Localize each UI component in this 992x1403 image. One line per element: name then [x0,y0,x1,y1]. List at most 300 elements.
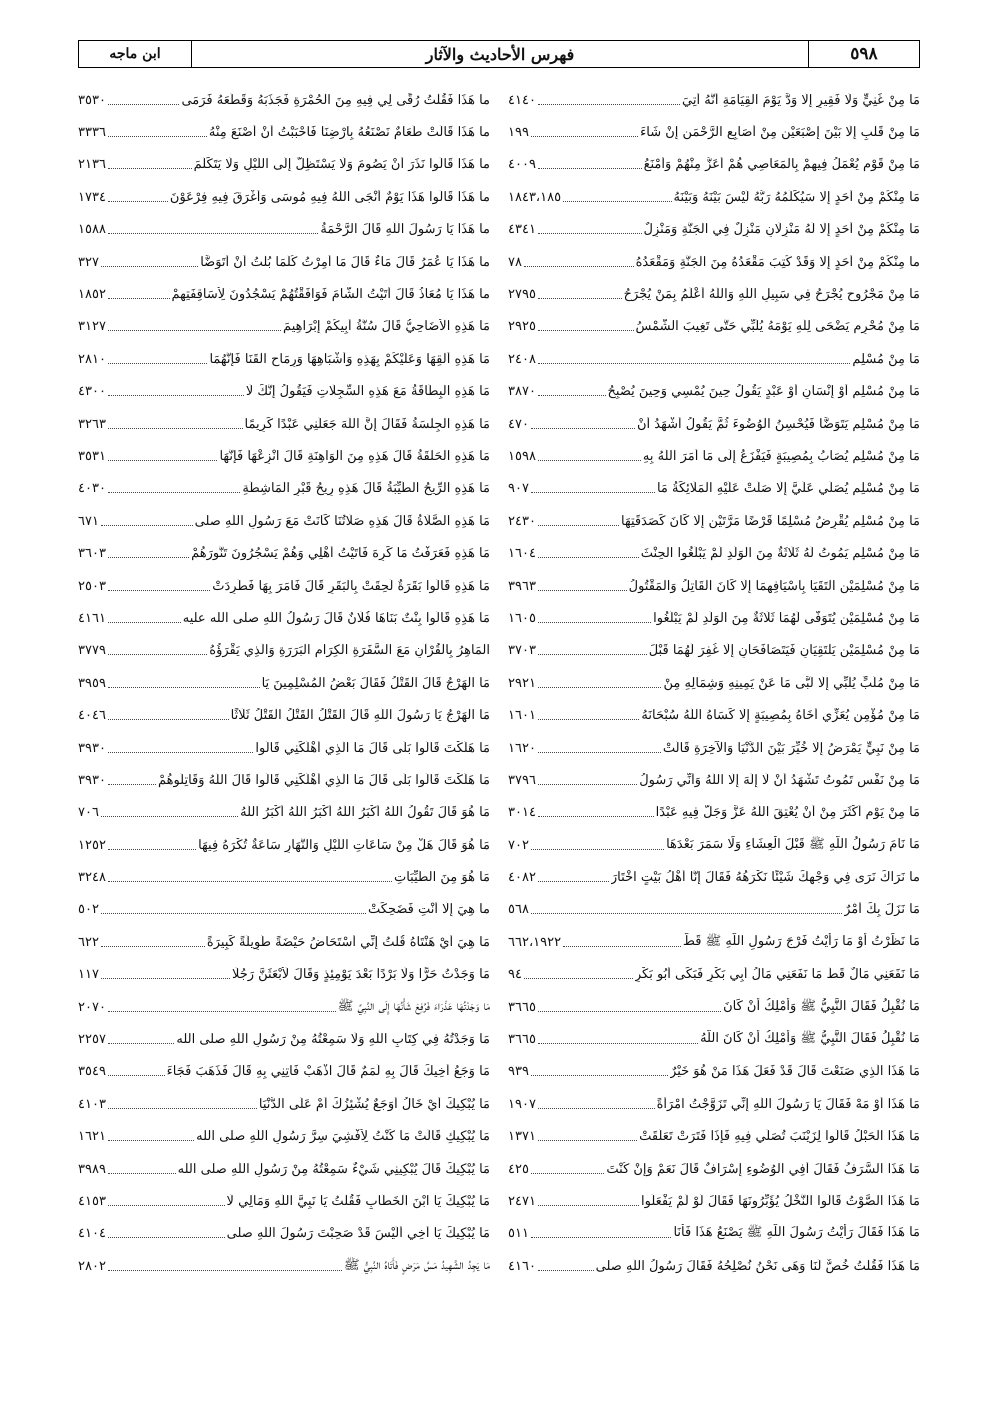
entry-ref-number: ٢١٣٦ [78,157,106,173]
dot-leader [531,1237,672,1238]
entry-ref-number: ٣٥٣٠ [78,92,106,108]
entry-ref-number: ١٣٧١ [508,1129,536,1145]
entry-ref-number: ٣٥٣١ [78,448,106,464]
dot-leader [108,719,229,720]
entry-text: مَا مِنْ مُسْلِمٍ يَتَوَضَّأُ فَيُحْسِنُ الْوُضُوءَ ثُمَّ يَقُولُ أَشْهَدُ أَنْ [636,416,920,432]
entry-text: مَا نُقْبِلُ فَقَالَ النَّبِيُّ ﷺ وَأَمْلِكُ أَنْ كَانَ [723,998,920,1014]
entry-text: ما هَذَا يَا عُمَرُ قَالَ مَاءٌ قَالَ مَا أُمِرْتُ كُلَّمَا بُلْتُ أَنْ أَتَوَضَّأَ [200,254,490,270]
entry-ref-number: ٣٧٠٣ [508,643,536,659]
dot-leader [538,298,622,299]
dot-leader [108,395,244,396]
entry-ref-number: ٧٨ [508,254,522,270]
dot-leader [563,201,671,202]
entry-text: مَا مِنْ مُسْلِمٍ أَوْ إِنْسَانٍ أَوْ عَبْدٍ يَقُولُ حِينَ يُمْسِي وَحِينَ يُصْبِحُ [607,384,920,400]
entry-text: مَا مِنْ مُسْلِمٍ يُقْرِضُ مُسْلِمًا قَرْضًا مَرَّتَيْنِ إِلَّا كَانَ كَصَدَقَتِهَا [621,513,920,529]
entry-text: ما هَذَا فَقُلْتُ رُقًى لِي فِيهِ مِنَ الْحُمْرَةِ فَجَذَبَهُ وَقَطَعَهُ فَرَمَى [181,92,490,108]
dot-leader [108,1270,342,1271]
entry-text: مَا مِنْ مُحْرِمٍ يَضْحَى لِلَّهِ يَوْمَهُ يُلَبِّي حَتَّى تَغِيبَ الشَّمْسُ [635,319,920,335]
index-entry [78,440,490,472]
entry-ref-number: ٧٠٢ [508,837,529,853]
entry-text: مَا مِنْ مُلَبٍّ يُلَبِّي إِلَّا لَبَّى مَا عَنْ يَمِينِهِ وَشِمَالِهِ مِنْ [663,675,920,691]
entry-text: مَا مِنْ مُسْلِمَيْنِ يَلْتَقِيَانِ فَيَتَصَافَحَانِ إِلَّا غُفِرَ لَهُمَا قَبْلَ [648,643,920,659]
dot-leader [108,622,181,623]
entry-ref-number: ٣٠١٤ [508,805,536,821]
index-entry [508,861,920,893]
index-entry [78,1056,490,1088]
index-entry [78,311,490,343]
entry-ref-number: ١٥٩٨ [508,448,536,464]
dot-leader [108,654,207,655]
index-entry [508,602,920,634]
dot-leader [108,233,318,234]
entry-text: ما هَذَا قَالُوا هَذَا يَوْمٌ أَنْجَى اللَّهُ فِيهِ مُوسَى وَأَغْرَقَ فِيهِ فِرْعَوْنَ [169,189,490,205]
dot-leader [108,298,170,299]
entry-text: مَا وَجَدْتُ حَرًّا وَلَا بَرْدًا بَعْدَ يَوْمِئِذٍ وَقَالَ لَأَبْعَثَنَّ رَجُلًا [231,967,490,983]
entry-text: مَا يَجِدُ الشَّهِيدُ مَسَّ مَرَضٍ فَأَتَاهُ النَّبِيُّ ﷺ [343,1257,490,1273]
index-entry [508,116,920,148]
index-entry [508,1121,920,1153]
dot-leader [531,913,842,914]
index-entry [78,1218,490,1250]
index-entry [508,537,920,569]
index-entry [78,1088,490,1120]
entry-ref-number: ٤١٤٠ [508,92,536,108]
entry-text: مَا مِنْ قَلْبٍ إِلَّا بَيْنَ إِصْبَعَيْنِ مِنْ أَصَابِعِ الرَّحْمَنِ إِنْ شَاءَ [640,125,920,141]
index-entry [508,181,920,213]
index-entry [78,278,490,310]
entry-text: مَا هُوَ قَالَ هَلْ مِنْ سَاعَاتِ اللَّيْلِ وَالنَّهَارِ سَاعَةٌ تُكْرَهُ فِيهَا [198,837,490,853]
dot-leader [538,1140,637,1141]
entry-text: مَا هَذَا أَوْ مَهْ فَقَالَ يَا رَسُولَ اللَّهِ إِنِّي تَزَوَّجْتُ امْرَأَةً [656,1096,920,1112]
entry-ref-number: ٢٥٠٣ [78,578,106,594]
entry-text: مَا وَجَعُ أَخِيكَ قَالَ بِهِ لَمَمٌ قَالَ اذْهَبْ فَأْتِنِي بِهِ قَالَ فَذَهَبَ فَجَاءَ [166,1064,490,1080]
page-number: ٥٩٨ [808,41,919,67]
entry-ref-number: ٤١٦٠ [508,1258,536,1274]
entry-text: مَا يُبْكِيكَ أَيْ خَالُ أَوَجَعٌ يُشْئِزُكَ أَمْ عَلَى الدُّنْيَا [258,1096,490,1112]
index-entry [508,473,920,505]
page-title: فهرس الأحاديث والآثار [425,44,575,64]
index-entry [508,959,920,991]
entry-ref-number: ٢٩٢٥ [508,319,536,335]
index-entry [508,1218,920,1250]
entry-ref-number: ١٩٠٧ [508,1096,536,1112]
index-entry [508,894,920,926]
entry-text: مَا نَظَرْتُ أَوْ مَا رَأَيْتُ فَرْجَ رَسُولِ اللَّهِ ﷺ قَطُّ [682,933,920,949]
dot-leader [538,363,850,364]
index-entry [78,473,490,505]
entry-text: ما هَذَا يَا رَسُولَ اللَّهِ قَالَ الرَّحْمَةُ [320,222,490,238]
dot-leader [108,104,180,105]
entry-text: مَا هَذَا فَقُلْتُ خُصٌّ لَنَا وَهَى نَحْنُ نُصْلِحُهُ فَقَالَ رَسُولُ اللَّهِ صلى [595,1258,920,1274]
entry-ref-number: ١٩٩ [508,125,529,141]
index-entry [78,861,490,893]
entry-text: ما هَذَا قَالُوا نَذَرَ أَنْ يَصُومَ وَلَا يَسْتَظِلَّ إِلَى اللَّيْلِ وَلَا يَتَكَلَّمَ [193,157,490,173]
index-entry [78,829,490,861]
entry-text: مَا مِنْ مُسْلِمٍ يَمُوتُ لَهُ ثَلَاثَةٌ مِنَ الْوَلَدِ لَمْ يَبْلُغُوا الْحِنْثَ [640,546,920,562]
index-entry [78,959,490,991]
dot-leader [108,168,192,169]
index-entry [78,246,490,278]
dot-leader [538,590,627,591]
right-column [508,84,920,1282]
dot-leader [108,1173,176,1174]
entry-ref-number: ٥١١ [508,1226,529,1242]
entry-ref-number: ٩٣٩ [508,1064,529,1080]
entry-ref-number: ٣٩٣٠ [78,740,106,756]
entry-ref-number: ٣٩٣٠ [78,772,106,788]
dot-leader [108,784,156,785]
dot-leader [108,428,243,429]
entry-text: مَا مِنْكُمْ مِنْ أَحَدٍ إِلَّا لَهُ مَنْزِلَانِ مَنْزِلٌ فِي الْجَنَّةِ وَمَنْزِلٌ [643,222,920,238]
dot-leader [538,784,637,785]
dot-leader [524,266,634,267]
dot-leader [108,849,196,850]
dot-leader [538,525,619,526]
entry-text: مَا هَذِهِ الصَّلَاةُ قَالَ هَذِهِ صَلَاتُنَا كَانَتْ مَعَ رَسُولِ اللَّهِ صلى [194,513,490,529]
entry-ref-number: ٢٠٧٠ [78,999,106,1015]
entry-text: مَا الْهَرْجُ قَالَ الْقَتْلُ فَقَالَ بَعْضُ الْمُسْلِمِينَ يَا [261,675,490,691]
index-entry [78,602,490,634]
index-entry [508,408,920,440]
dot-leader [563,946,681,947]
dot-leader [538,1011,721,1012]
entry-text: مَا نَفَعَنِي مَالٌ قَطُّ مَا نَفَعَنِي مَالُ أَبِي بَكْرٍ فَبَكَى أَبُو بَكْرٍ [634,967,920,983]
entry-ref-number: ٥٦٨ [508,902,529,918]
entry-text: الْمَاهِرُ بِالْقُرْآنِ مَعَ السَّفَرَةِ الْكِرَامِ الْبَرَرَةِ وَالَّذِي يَقْرَؤُهُ [209,643,490,659]
entry-ref-number: ٢٢٥٧ [78,1032,106,1048]
dot-leader [108,1043,174,1044]
entry-ref-number: ١٨٥٢ [78,287,106,303]
entry-text: مَا مِنْكُمْ مِنْ أَحَدٍ إِلَّا سَيُكَلِّمُهُ رَبُّهُ لَيْسَ بَيْنَهُ وَبَيْنَهُ [673,189,920,205]
index-entry [78,84,490,116]
dot-leader [538,1270,594,1271]
index-entry [78,991,490,1023]
index-entry [78,797,490,829]
index-entry [508,797,920,829]
dot-leader [108,881,392,882]
entry-ref-number: ١٧٣٤ [78,189,106,205]
entry-ref-number: ٤٣٤١ [508,222,536,238]
index-entry [508,1088,920,1120]
entry-ref-number: ٤٠٤٦ [78,708,106,724]
dot-leader [538,557,639,558]
index-entry [78,214,490,246]
entry-ref-number: ٣١٢٧ [78,319,106,335]
entry-ref-number: ٣٩٨٩ [78,1161,106,1177]
entry-text: مَا مِنْ يَوْمٍ أَكْثَرَ مِنْ أَنْ يُعْتِقَ اللَّهُ عَزَّ وَجَلَّ فِيهِ عَبْدًا [655,805,920,821]
entry-text: مَا وَجَدْتُهُ فِي كِتَابِ اللَّهِ وَلَا سَمِعْتُهُ مِنْ رَسُولِ اللَّهِ صلى الله [176,1032,490,1048]
dot-leader [108,330,281,331]
entry-text: ما هَذَا قَالَتْ طَعَامٌ نَصْنَعُهُ بِأَرْضِنَا فَأَحْبَبْتُ أَنْ أَصْنَعَ مِنْهُ [208,125,490,141]
index-entry [508,635,920,667]
entry-text: مَا هَذَا الَّذِي صَنَعْتَ قَالَ قَدْ فَعَلَ هَذَا مَنْ هُوَ خَيْرٌ [670,1064,920,1080]
dot-leader [108,460,218,461]
entry-ref-number: ٣٧٧٩ [78,643,106,659]
entry-text: مَا مِنْ نَفْسٍ تَمُوتُ تَشْهَدُ أَنْ لَا إِلَهَ إِلَّا اللَّهُ وَأَنِّي رَسُولُ [639,772,920,788]
entry-ref-number: ١٢٥٢ [78,837,106,853]
entry-text: مَا مِنْ نَبِيٍّ يَمْرَضُ إِلَّا خُيِّرَ بَيْنَ الدُّنْيَا وَالْآخِرَةِ قَالَتْ [662,740,920,756]
dot-leader [108,1011,336,1012]
dot-leader [101,946,205,947]
index-entry [508,764,920,796]
dot-leader [538,1043,698,1044]
entry-ref-number: ٣٦٦٥ [508,999,536,1015]
entry-text: مَا هِيَ أَيْ هَنْتَاهُ قُلْتُ إِنِّي أُسْتَحَاضُ حَيْضَةً طَوِيلَةً كَبِيرَةً [206,934,490,950]
entry-ref-number: ٤٢٥ [508,1161,529,1177]
dot-leader [538,622,651,623]
entry-ref-number: ٤٠٠٩ [508,157,536,173]
dot-leader [538,1108,655,1109]
dot-leader [108,1237,225,1238]
entry-ref-number: ٣٩٦٣ [508,578,536,594]
dot-leader [101,913,366,914]
dot-leader [108,687,260,688]
index-entry [508,926,920,958]
dot-leader [538,654,647,655]
index-entry [78,570,490,602]
entry-text: مَا نُقْبِلُ فَقَالَ النَّبِيُّ ﷺ وَأَمْلِكُ أَنْ كَانَ اللَّهُ [700,1031,920,1047]
index-entry [508,1023,920,1055]
dot-leader [538,330,634,331]
dot-leader [538,816,654,817]
entry-text: مَا مِنْ مُسْلِمَيْنِ الْتَقَيَا بِأَسْيَافِهِمَا إِلَّا كَانَ الْقَاتِلُ وَالْمَقْتُولُ [628,578,920,594]
entry-ref-number: ٣٧٩٦ [508,772,536,788]
entry-text: مَا هُوَ مِنَ الطَّيِّبَاتِ [393,870,490,886]
entry-ref-number: ٦٦٢،١٩٢٢ [508,934,562,950]
index-entry [78,1185,490,1217]
entry-ref-number: ٧٠٦ [78,805,99,821]
book-name: ابن ماجه [79,41,192,67]
dot-leader [524,978,633,979]
entry-text: مَا هَذِهِ الرِّيحُ الطَّيِّبَةُ قَالَ هَذِهِ رِيحُ قَبْرِ الْمَاشِطَةِ [242,481,490,497]
entry-ref-number: ٣٦٠٣ [78,546,106,562]
index-entry [78,635,490,667]
entry-text: مَا هَذَا فَقَالَ رَأَيْتُ رَسُولَ اللَّهِ ﷺ يَصْنَعُ هَذَا فَأَنَا [673,1225,920,1241]
left-column [78,84,490,1282]
dot-leader [531,1075,668,1076]
index-entry [508,829,920,861]
entry-text: مَا يُبْكِيكَ يَا أَخِي أَلَيْسَ قَدْ صَحِبْتَ رَسُولَ اللَّهِ صلى [226,1226,490,1242]
index-entry [78,537,490,569]
entry-ref-number: ٥٠٢ [78,902,99,918]
entry-ref-number: ٩٤ [508,967,522,983]
entry-ref-number: ٩٠٧ [508,481,529,497]
index-entry [508,1185,920,1217]
index-entry [78,505,490,537]
dot-leader [531,136,638,137]
entry-text: مَا مِنْ مُسْلِمٍ [852,351,920,367]
entry-ref-number: ٤١٦١ [78,610,106,626]
entry-text: مَا هَذَا الْحَبْلُ قَالُوا لِزَيْنَبَ تُصَلِّي فِيهِ فَإِذَا فَتَرَتْ تَعَلَّقَتْ [639,1129,920,1145]
dot-leader [538,460,641,461]
entry-ref-number: ٢٤٠٨ [508,351,536,367]
dot-leader [531,492,655,493]
entry-text: مَا مِنْ قَوْمٍ يُعْمَلُ فِيهِمْ بِالْمَعَاصِي هُمْ أَعَزُّ مِنْهُمْ وَأَمْنَعُ [643,157,920,173]
index-entry [78,343,490,375]
entry-text: مَا مِنْ مُسْلِمَيْنِ يُتَوَفَّى لَهُمَا ثَلَاثَةٌ مِنَ الْوَلَدِ لَمْ يَبْلُغُوا [653,610,920,626]
dot-leader [538,168,642,169]
index-entry [508,699,920,731]
dot-leader [538,104,680,105]
entry-ref-number: ٢٨١٠ [78,351,106,367]
entry-text: مَا هَذِهِ فَعَرَفْتُ مَا كَرِهَ فَأَتَيْتُ أَهْلِي وَهُمْ يَسْجُرُونَ تَنُّورَهُمْ [191,546,490,562]
entry-text: مَا هَذِهِ الْأَضَاحِيُّ قَالَ سُنَّةُ أَبِيكُمْ إِبْرَاهِيمَ [283,319,490,335]
dot-leader [538,395,606,396]
entry-ref-number: ٤٣٠٠ [78,384,106,400]
dot-leader [101,978,230,979]
dot-leader [538,881,609,882]
index-entry [508,667,920,699]
index-entry [508,214,920,246]
dot-leader [538,687,662,688]
entry-ref-number: ١٦٠١ [508,708,536,724]
entry-ref-number: ٤٠٨٢ [508,870,536,886]
index-entry [78,667,490,699]
entry-ref-number: ٤١٠٤ [78,1226,106,1242]
entry-ref-number: ١٨٤٣،١٨٥ [508,189,562,205]
index-entry [78,116,490,148]
entry-text: مَا هَلَكْتَ قَالُوا بَلَى قَالَ مَا الَّذِي أَهْلَكَنِي قَالُوا قَالَ اللَّهُ وَقَاتِلُوهُمْ [157,772,490,788]
entry-ref-number: ٣٢٧ [78,254,99,270]
entry-text: مَا يُبْكِيكَ قَالَ يُبْكِينِي شَيْءٌ سَمِعْتُهُ مِنْ رَسُولِ اللَّهِ صلى الله [177,1161,490,1177]
entry-text: مَا مِنْ مَجْرُوحٍ يُجْرَحُ فِي سَبِيلِ اللَّهِ وَاللَّهُ أَعْلَمُ بِمَنْ يُجْرَحُ [623,287,920,303]
index-entry [78,181,490,213]
dot-leader [108,136,207,137]
entry-ref-number: ٣٨٧٠ [508,384,536,400]
entry-text: مَا هُوَ قَالَ تَقُولُ اللَّهُ أَكْبَرُ اللَّهُ أَكْبَرُ اللَّهُ أَكْبَرُ اللَّهُ [240,805,490,821]
entry-text: مَا هَذِهِ قَالُوا بَقَرَةٌ لَحِقَتْ بِالْبَقَرِ قَالَ فَأَمَرَ بِهَا فَطُرِدَتْ [212,578,490,594]
index-columns [78,84,920,1282]
index-entry [78,1121,490,1153]
entry-text: مَا مِنْ مُؤْمِنٍ يُعَزِّي أَخَاهُ بِمُصِيبَةٍ إِلَّا كَسَاهُ اللَّهُ سُبْحَانَهُ [641,708,920,724]
entry-text: ما نَرَاكَ نَرَى فِي وَجْهِكَ شَيْئًا نَكْرَهُهُ فَقَالَ إِنَّا أَهْلُ بَيْتٍ اخْتَارَ [610,870,920,886]
entry-ref-number: ١٦٢١ [78,1129,106,1145]
entry-ref-number: ١٦٠٤ [508,546,536,562]
entry-text: مَا هَذَا الصَّوْتُ قَالُوا النَّخْلُ يُؤَبِّرُونَهَا فَقَالَ لَوْ لَمْ يَفْعَلُوا [641,1193,920,1209]
entry-ref-number: ٢٤٧١ [508,1193,536,1209]
entry-ref-number: ١٥٨٨ [78,222,106,238]
entry-ref-number: ١١٧ [78,967,99,983]
index-entry [78,926,490,958]
entry-text: مَا مِنْ غَنِيٍّ وَلَا فَقِيرٍ إِلَّا وَدَّ يَوْمَ الْقِيَامَةِ أَنَّهُ أُتِيَ [682,92,920,108]
index-entry [508,1153,920,1185]
index-entry [508,311,920,343]
index-entry [508,570,920,602]
entry-ref-number: ٤١٥٣ [78,1193,106,1209]
entry-text: مَا وَجَدْتُهَا عَذْرَاءَ فَرُفِعَ شَأْنُهَا إِلَى النَّبِيِّ ﷺ [337,998,490,1014]
index-entry [508,376,920,408]
index-page [78,40,920,1360]
entry-ref-number: ٣٦٦٥ [508,1032,536,1048]
index-entry [508,991,920,1023]
dot-leader [108,1140,194,1141]
entry-text: مَا يُبْكِيكِ قَالَتْ مَا كُنْتُ لِأُفْشِيَ سِرَّ رَسُولِ اللَّهِ صلى الله [196,1129,490,1145]
entry-ref-number: ٣٢٦٣ [78,416,106,432]
entry-text: مَا هَذِهِ الْجِلْسَةُ فَقَالَ إِنَّ اللَّهَ جَعَلَنِي عَبْدًا كَرِيمًا [244,416,490,432]
entry-text: مَا هَذِهِ قَالُوا بِنْتٌ بَنَاهَا فُلَانٌ قَالَ رَسُولُ اللَّهِ صلى الله عليه [182,610,490,626]
dot-leader [101,816,238,817]
entry-text: مَا هَلَكْتَ قَالُوا بَلَى قَالَ مَا الَّذِي أَهْلَكَنِي قَالُوا [255,740,490,756]
entry-text: مَا يُبْكِيكَ يَا ابْنَ الْخَطَّابِ فَقُلْتُ يَا نَبِيَّ اللَّهِ وَمَالِي لَا [226,1193,490,1209]
entry-text: ما هِيَ إِلَّا أَنْتِ فَضَحِكَتْ [368,902,490,918]
entry-text: مَا مِنْ مُسْلِمٍ يُصَلِّي عَلَيَّ إِلَّا صَلَّتْ عَلَيْهِ الْمَلَائِكَةُ مَا [656,481,920,497]
index-entry [78,1023,490,1055]
index-entry [78,764,490,796]
entry-ref-number: ٢٩٢١ [508,675,536,691]
dot-leader [538,233,642,234]
dot-leader [108,1108,257,1109]
dot-leader [538,1205,639,1206]
entry-text: مَا هَذِهِ الْبِطَاقَةُ مَعَ هَذِهِ السِّجِلَّاتِ فَيَقُولُ إِنَّكَ لَا [245,384,490,400]
entry-ref-number: ٤٧٠ [508,416,529,432]
index-entry [78,1153,490,1185]
index-entry [78,699,490,731]
dot-leader [538,752,661,753]
dot-leader [108,557,189,558]
dot-leader [108,492,240,493]
entry-ref-number: ٣٢٤٨ [78,870,106,886]
index-entry [78,894,490,926]
entry-ref-number: ٦٧١ [78,513,99,529]
entry-ref-number: ٢٨٠٢ [78,1258,106,1274]
entry-ref-number: ٢٧٩٥ [508,287,536,303]
entry-text: مَا هَذِهِ أَلْقِهَا وَعَلَيْكُمْ بِهَذِهِ وَأَشْبَاهِهَا وَرِمَاحِ الْقَنَا فَإِنَّهُمَا [209,351,490,367]
index-entry [78,376,490,408]
entry-ref-number: ٦٢٢ [78,934,99,950]
index-entry [508,1250,920,1282]
index-entry [78,408,490,440]
entry-text: مَا مِنْ مُسْلِمٍ يُصَابُ بِمُصِيبَةٍ فَيَفْزَعُ إِلَى مَا أَمَرَ اللَّهُ بِهِ [642,448,920,464]
index-entry [508,149,920,181]
index-entry [78,1250,490,1282]
dot-leader [531,1173,604,1174]
entry-ref-number: ٣٣٣٦ [78,125,106,141]
entry-ref-number: ٣٥٤٩ [78,1064,106,1080]
dot-leader [108,1205,225,1206]
entry-ref-number: ٤١٠٣ [78,1096,106,1112]
dot-leader [531,428,635,429]
index-entry [508,278,920,310]
entry-ref-number: ١٦٠٥ [508,610,536,626]
page-header [78,40,920,68]
dot-leader [101,525,193,526]
entry-text: مَا الْهَرْجُ يَا رَسُولَ اللَّهِ قَالَ الْقَتْلُ الْقَتْلُ الْقَتْلُ ثَلَاثًا [230,708,490,724]
entry-text: مَا نَامَ رَسُولُ اللَّهِ ﷺ قَبْلَ الْعِشَاءِ وَلَا سَمَرَ بَعْدَهَا [666,836,920,852]
index-entry [508,84,920,116]
index-entry [508,246,920,278]
dot-leader [531,849,664,850]
index-entry [508,505,920,537]
dot-leader [538,719,639,720]
entry-text: مَا هَذَا السَّرَفُ فَقَالَ أَفِي الْوُضُوءِ إِسْرَافٌ قَالَ نَعَمْ وَإِنْ كُنْتَ [606,1161,920,1177]
dot-leader [108,590,210,591]
dot-leader [101,266,198,267]
entry-text: ما هَذَا يَا مُعَاذُ قَالَ أَتَيْتُ الشَّامَ فَوَافَقْتُهُمْ يَسْجُدُونَ لِأَسَاقِفَتِهِمْ [171,287,490,303]
dot-leader [108,1075,165,1076]
dot-leader [108,201,168,202]
entry-ref-number: ٤٠٣٠ [78,481,106,497]
index-entry [78,149,490,181]
index-entry [508,732,920,764]
entry-text: مَا نَزَلَ بِكَ أَمْرٌ [844,902,920,918]
dot-leader [108,752,253,753]
entry-ref-number: ١٦٢٠ [508,740,536,756]
index-entry [78,732,490,764]
entry-text: مَا هَذِهِ الْحَلْقَةُ قَالَ هَذِهِ مِنَ الْوَاهِنَةِ قَالَ انْزِعْهَا فَإِنَّهَا [219,448,490,464]
entry-ref-number: ٣٩٥٩ [78,675,106,691]
entry-ref-number: ٢٤٣٠ [508,513,536,529]
index-entry [508,343,920,375]
